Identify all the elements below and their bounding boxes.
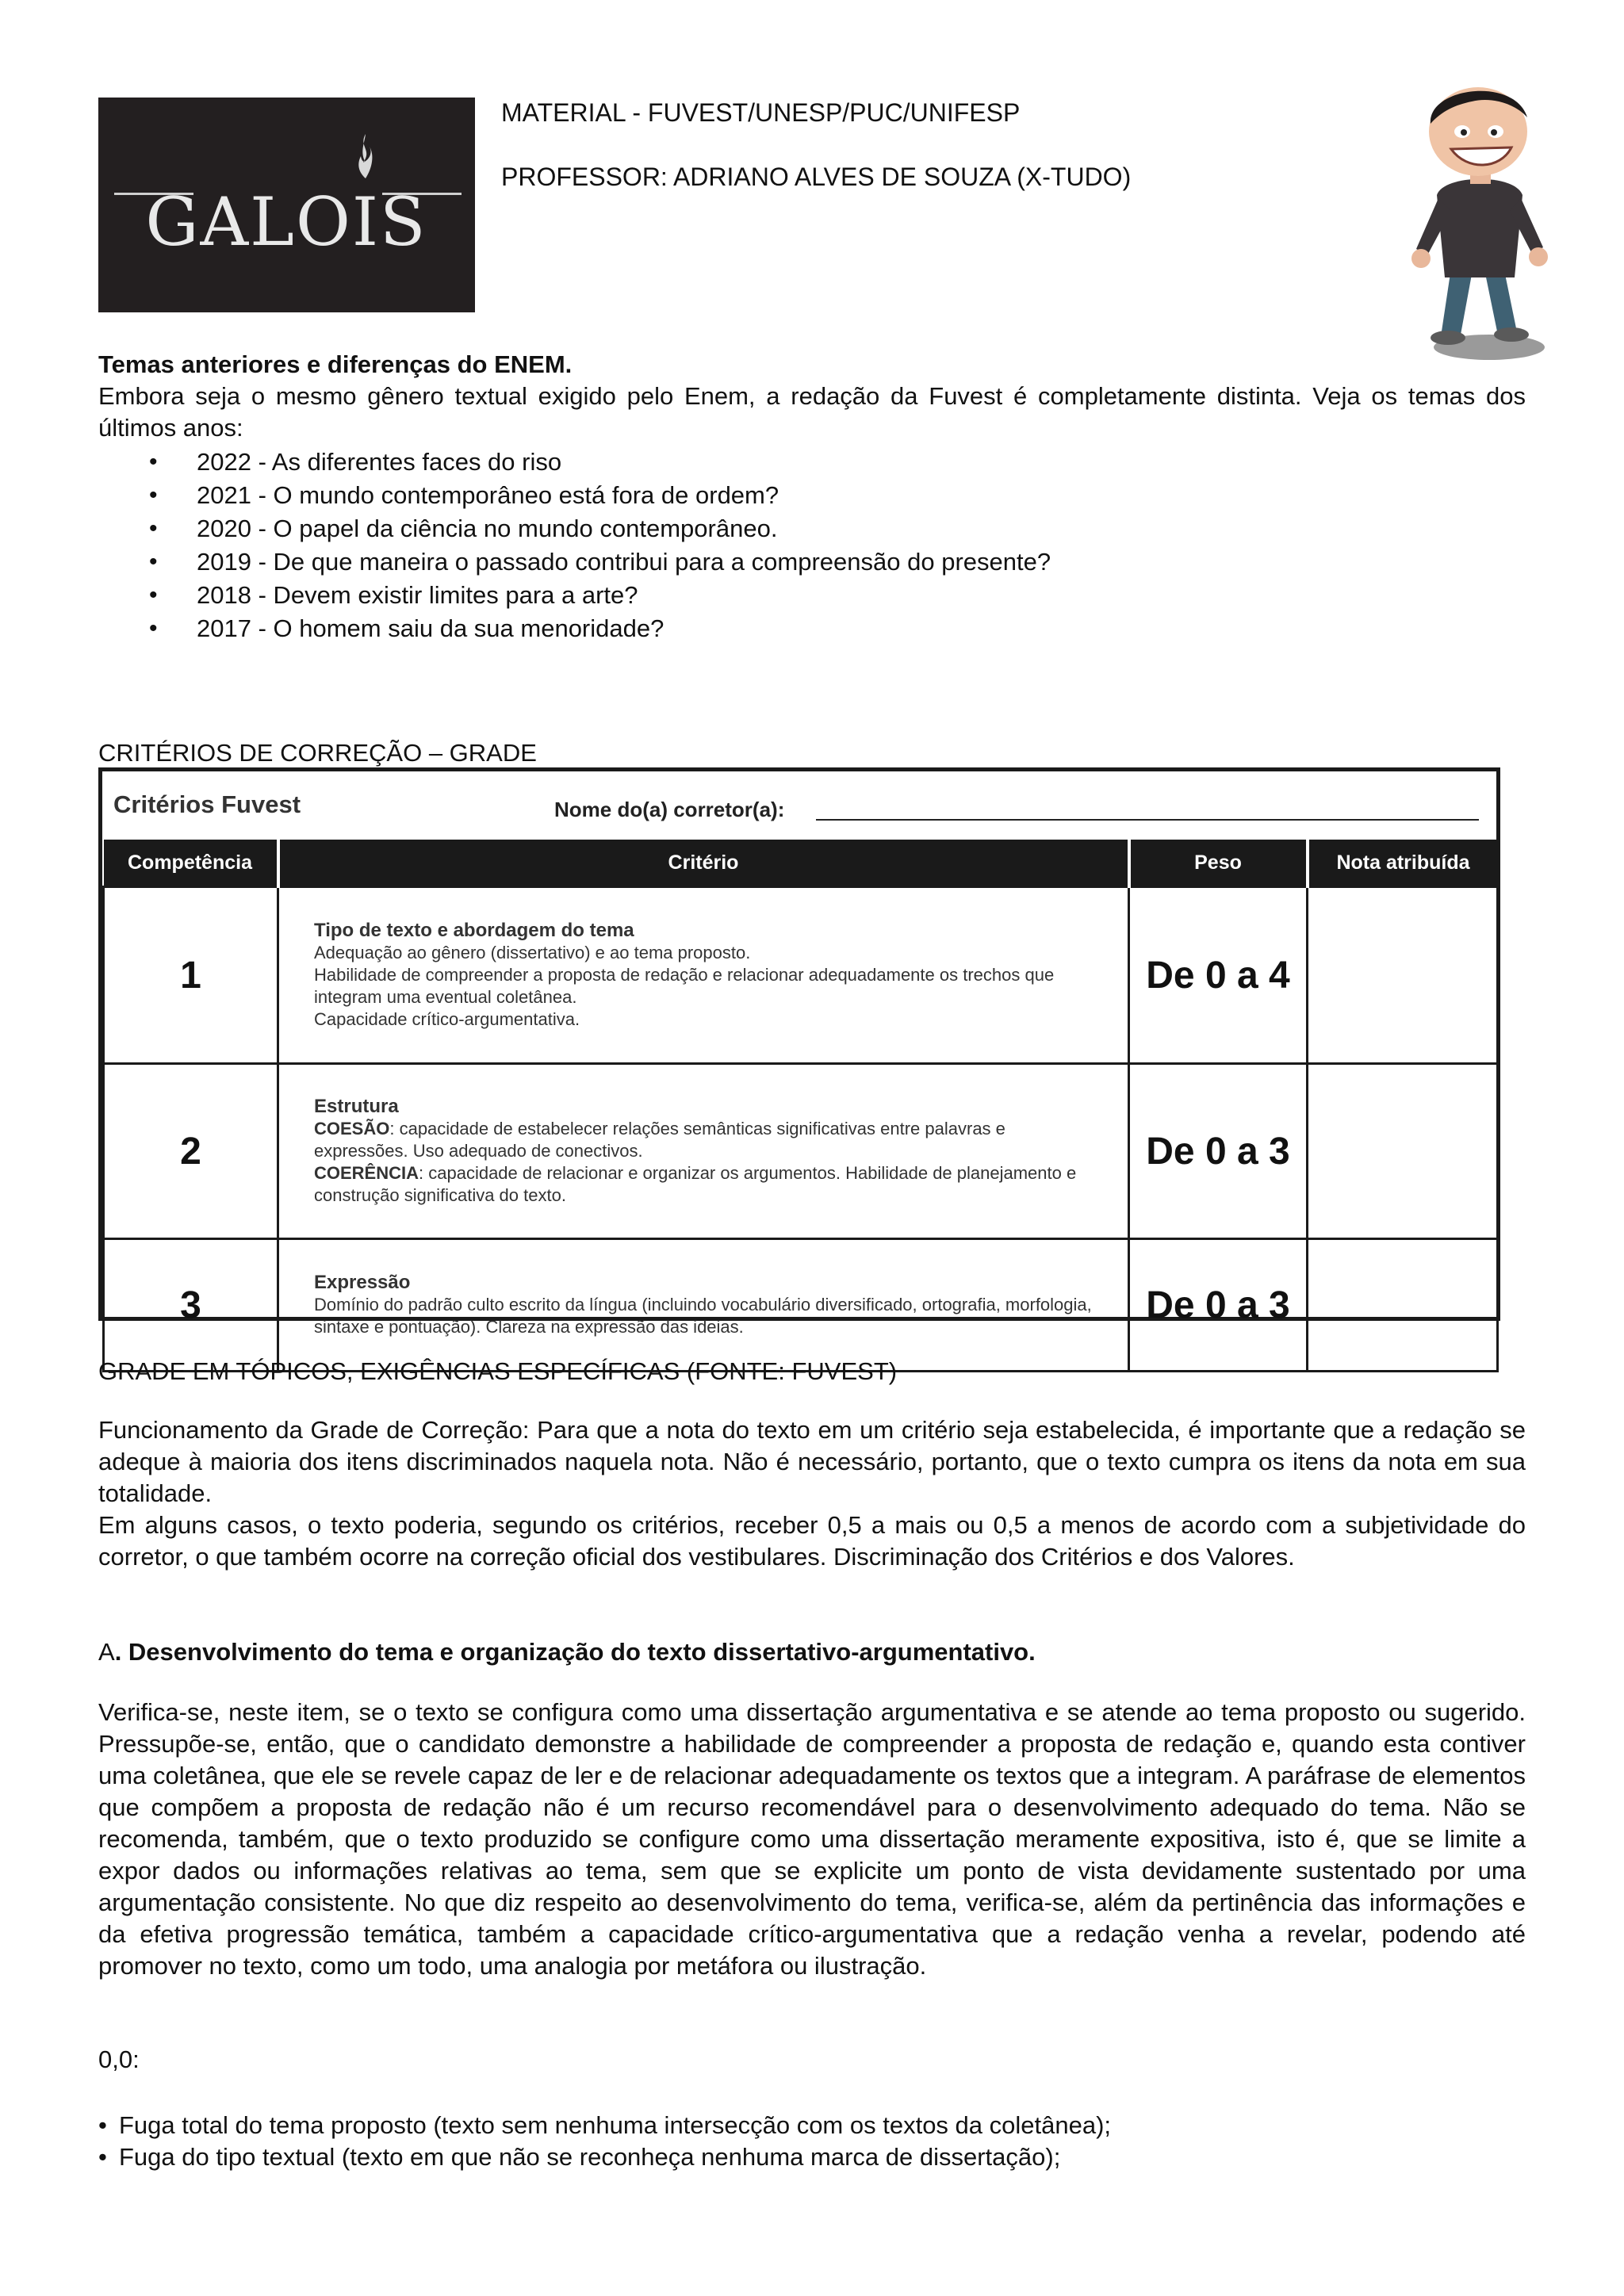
criterio-line <box>314 1118 1102 1162</box>
logo-text: GALOIS <box>145 183 427 261</box>
list-item: • 2020 - O papel da ciência no mundo contemporâneo. <box>98 512 1526 545</box>
criteria-grade-table <box>98 767 1500 1337</box>
section-a-title: . Desenvolvimento do tema e organização do texto dissertativo-argumentativo. <box>114 1638 1036 1666</box>
section-a-letter: A <box>98 1638 115 1666</box>
criterio-line <box>314 1162 1102 1207</box>
themes-list <box>98 446 1526 645</box>
grade-title: Critérios Fuvest <box>113 790 301 818</box>
corrector-label: Nome do(a) corretor(a): <box>554 798 785 821</box>
coesao-text: : capacidade de estabelecer relações semânticas significativas entre palavras e expressões. Uso adequado de conectivos. <box>314 1119 1005 1161</box>
list-item: • 2017 - O homem saiu da sua menoridade? <box>98 612 1526 645</box>
list-item: • 2022 - As diferentes faces do riso <box>98 446 1526 479</box>
list-item: • 2019 - De que maneira o passado contribui para a compreensão do presente? <box>98 545 1526 579</box>
corrector-name-line <box>816 819 1479 821</box>
table-row <box>104 887 1498 1064</box>
intro-section <box>98 349 1526 645</box>
table-row <box>104 1239 1498 1372</box>
competencia-number: 1 <box>104 887 278 1064</box>
funcionamento-p1: Funcionamento da Grade de Correção: Para que a nota do texto em um critério seja estabelecida, é importante que a redação se adeque à maioria dos itens discriminados naquela nota. Não é necessário, portanto, que o texto cumpra os itens da nota em sua totalidade. <box>98 1416 1526 1507</box>
header-professor: PROFESSOR: ADRIANO ALVES DE SOUZA (X-TUDO) <box>501 163 1132 191</box>
list-item: • 2021 - O mundo contemporâneo está fora de ordem? <box>98 479 1526 512</box>
list-item: • 2018 - Devem existir limites para a arte? <box>98 579 1526 612</box>
galois-logo <box>98 98 475 312</box>
criterio-title: Tipo de texto e abordagem do tema <box>314 920 634 941</box>
score-item-text: Fuga do tipo textual (texto em que não se reconheça nenhuma marca de dissertação); <box>119 2143 1061 2171</box>
list-item <box>98 2141 1061 2173</box>
criterio-cell <box>278 887 1129 1064</box>
professor-caricature <box>1396 79 1554 365</box>
coerencia-label: COERÊNCIA <box>314 1163 419 1183</box>
header-material: MATERIAL - FUVEST/UNESP/PUC/UNIFESP <box>501 98 1021 127</box>
score-item-text: Fuga total do tema proposto (texto sem nenhuma intersecção com os textos da coletânea); <box>119 2111 1112 2139</box>
column-header-competencia: Competência <box>104 840 278 887</box>
column-header-nota: Nota atribuída <box>1308 840 1498 887</box>
criterio-line: Habilidade de compreender a proposta de redação e relacionar adequadamente os trechos que integram uma eventual coletânea. <box>314 965 1055 1007</box>
competencia-number: 2 <box>104 1064 278 1239</box>
criterio-cell <box>278 1239 1129 1372</box>
criterio-line: Domínio do padrão culto escrito da língua (incluindo vocabulário diversificado, ortografia, morfologia, sintaxe e pontuação). Clareza na expressão das ideias. <box>314 1295 1092 1337</box>
criterio-line: Adequação ao gênero (dissertativo) e ao tema proposto. <box>314 943 751 962</box>
section-a-text: Verifica-se, neste item, se o texto se configura como uma dissertação argumentativa e se atende ao tema proposto ou sugerido. Pressupõe-se, então, que o candidato demonstre a habilidade de compreender a proposta de redação e, quando esta contiver uma coletânea, que ele se revele capaz de ler e de relacionar adequadamente os textos que a integram. A paráfrase de elementos que compõem a proposta de redação não é um recurso recomendável para o desenvolvimento adequado do tema. Não se recomenda, também, que o texto produzido se configure como uma dissertação meramente expositiva, isto é, que se limite a expor dados ou informações relativas ao tema, sem que se explicite um ponto de vista devidamente sustentado por uma argumentação consistente. No que diz respeito ao desenvolvimento do tema, verifica-se, além da pertinência das informações e da efetiva progressão temática, também a capacidade crítico-argumentativa que a redação venha a revelar, podendo até promover no texto, como um todo, uma analogia por metáfora ou ilustração. <box>98 1698 1526 1980</box>
criterio-title: Estrutura <box>314 1096 399 1117</box>
flame-icon <box>354 132 377 180</box>
criterio-cell <box>278 1064 1129 1239</box>
criteria-heading: CRITÉRIOS DE CORREÇÃO – GRADE <box>98 739 537 767</box>
bullet-icon: • <box>98 2143 107 2171</box>
peso-value: De 0 a 3 <box>1129 1064 1308 1239</box>
peso-value: De 0 a 4 <box>1129 887 1308 1064</box>
nota-cell <box>1308 1064 1498 1239</box>
column-header-peso: Peso <box>1129 840 1308 887</box>
section-a-heading <box>98 1636 1526 1668</box>
topics-heading: GRADE EM TÓPICOS, EXIGÊNCIAS ESPECÍFICAS (FONTE: FUVEST) <box>98 1357 898 1385</box>
peso-value: De 0 a 3 <box>1129 1239 1308 1372</box>
grade-table <box>102 840 1499 1372</box>
list-item <box>98 2109 1112 2141</box>
competencia-number: 3 <box>104 1239 278 1372</box>
nota-cell <box>1308 1239 1498 1372</box>
score-label: 0,0: <box>98 2045 140 2073</box>
funcionamento-section <box>98 1414 1526 1573</box>
coerencia-text: : capacidade de relacionar e organizar os argumentos. Habilidade de planejamento e construção significativa do texto. <box>314 1163 1077 1205</box>
coesao-label: COESÃO <box>314 1119 390 1138</box>
column-header-criterio: Critério <box>278 840 1129 887</box>
nota-cell <box>1308 887 1498 1064</box>
bullet-icon: • <box>98 2111 107 2139</box>
funcionamento-p2: Em alguns casos, o texto poderia, segundo os critérios, receber 0,5 a mais ou 0,5 a menos de acordo com a subjetividade do corretor, o que também ocorre na correção oficial dos vestibulares. Discriminação dos Critérios e dos Valores. <box>98 1511 1526 1571</box>
table-row <box>104 1064 1498 1239</box>
intro-title: Temas anteriores e diferenças do ENEM. <box>98 350 573 378</box>
criterio-line: Capacidade crítico-argumentativa. <box>314 1009 580 1029</box>
criterio-title: Expressão <box>314 1272 411 1293</box>
intro-text: Embora seja o mesmo gênero textual exigido pelo Enem, a redação da Fuvest é completamente distinta. Veja os temas dos últimos anos: <box>98 382 1526 442</box>
